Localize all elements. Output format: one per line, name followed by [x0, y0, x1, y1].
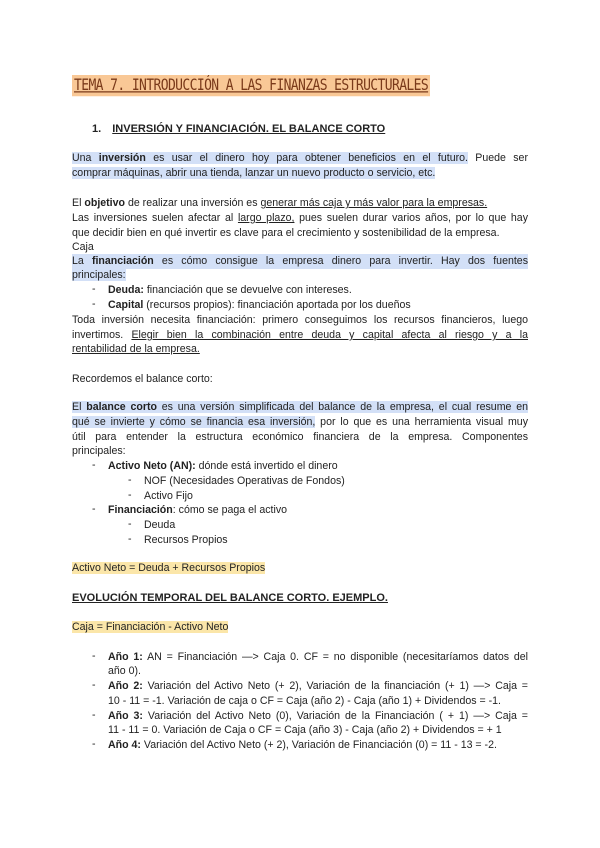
- paragraph-objetivo-line4: Caja: [72, 241, 94, 253]
- paragraph-objetivo-line3: que decidir bien en qué invertir es clave para el crecimiento y sostenibilidad de la empresa.: [72, 227, 500, 239]
- year-label: Año 2:: [108, 680, 143, 692]
- text: pues suelen durar varios años, por lo que hay: [294, 212, 528, 224]
- bullet-capital: [108, 298, 411, 313]
- term-financiacion: Financiación: [108, 504, 173, 516]
- text: de realizar una inversión es: [125, 197, 261, 209]
- bullet-dash: -: [92, 283, 96, 295]
- paragraph-financiacion: [72, 254, 528, 269]
- section-1-heading: [92, 122, 512, 137]
- paragraph-balance-corto: [72, 400, 528, 415]
- text: La: [72, 255, 92, 267]
- text: : cómo se paga el activo: [172, 504, 288, 516]
- bullet-year-2-line2: 10 - 11 = -1. Variación de caja o CF = Caja (año 2) - Caja (año 1) + Dividendos = -1.: [108, 695, 501, 707]
- text: por lo que es una herramienta visual muy: [315, 416, 528, 428]
- paragraph-inversion: [72, 151, 528, 166]
- paragraph-objetivo: [72, 196, 528, 211]
- bullet-year-1: [108, 650, 528, 665]
- bullet-year-1-line2: año 0).: [108, 665, 141, 677]
- paragraph-balance-corto-line4: principales:: [72, 445, 126, 457]
- text: dónde está invertido el dinero: [195, 460, 338, 472]
- paragraph-financiacion-line3: Toda inversión necesita financiación: primero conseguimos los recursos financieros, luego: [72, 314, 528, 326]
- underlined-text: largo plazo,: [237, 212, 295, 224]
- underlined-text: generar más caja y más valor para la empresas.: [260, 197, 488, 209]
- text: El: [72, 197, 85, 209]
- text: Variación del Activo Neto (+ 2), Variación de la financiación (+ 1) —> Caja =: [142, 680, 528, 692]
- text: El: [72, 401, 87, 413]
- bullet-activo-neto: [108, 459, 338, 474]
- bullet-year-4: [108, 738, 528, 753]
- bullet-recursos-propios: Recursos Propios: [144, 534, 228, 546]
- bullet-year-3: [108, 709, 528, 724]
- bullet-dash: -: [92, 459, 96, 471]
- term-financiacion: financiación: [91, 255, 154, 267]
- bullet-year-2: [108, 679, 528, 694]
- section-title: EVOLUCIÓN TEMPORAL DEL BALANCE CORTO. EJEMPLO.: [72, 592, 388, 604]
- bullet-dash: -: [92, 298, 96, 310]
- text: Variación del Activo Neto (0), Variación de la Financiación ( + 1) —> Caja =: [142, 710, 528, 722]
- paragraph-financiacion-line5: [72, 342, 528, 357]
- text: Caja = Financiación - Activo Neto: [72, 621, 229, 633]
- text: invertimos.: [72, 329, 132, 341]
- text: Las inversiones suelen afectar al: [72, 212, 238, 224]
- paragraph-financiacion-line4: [72, 328, 528, 343]
- bullet-dash: -: [92, 650, 96, 662]
- paragraph-inversion-line2: [72, 166, 528, 181]
- bullet-dash: -: [92, 738, 96, 750]
- bullet-dash: -: [128, 489, 132, 501]
- paragraph-recordemos: Recordemos el balance corto:: [72, 373, 213, 385]
- bullet-dash: -: [128, 518, 132, 530]
- bullet-activo-fijo: Activo Fijo: [144, 490, 193, 502]
- text: Activo Neto = Deuda + Recursos Propios: [72, 562, 266, 574]
- paragraph-financiacion-line2: [72, 268, 528, 283]
- underlined-text: Elegir bien la combinación entre deuda y capital afecta al riesgo y a la: [131, 329, 528, 341]
- term-inversion: inversión: [98, 152, 146, 164]
- text: es usar el dinero hoy para obtener beneficios en el futuro.: [145, 152, 468, 164]
- section-2-heading: [72, 591, 528, 606]
- text: es cómo consigue la empresa dinero para invertir. Hay dos fuentes: [153, 255, 528, 267]
- text: (recursos propios): financiación aportada por los dueños: [143, 299, 411, 311]
- bullet-dash: -: [92, 679, 96, 691]
- paragraph-balance-corto-line2: [72, 415, 528, 430]
- text: comprar máquinas, abrir una tienda, lanzar un nuevo producto o servicio, etc.: [72, 167, 436, 179]
- bullet-nof: NOF (Necesidades Operativas de Fondos): [144, 475, 345, 487]
- text: Variación del Activo Neto (+ 2), Variación de Financiación (0) = 11 - 13 = -2.: [140, 739, 497, 751]
- formula-activo-neto: [72, 561, 528, 576]
- text: financiación que se devuelve con intereses.: [143, 284, 352, 296]
- term-balance-corto: balance corto: [86, 401, 157, 413]
- term-deuda: Deuda:: [108, 284, 144, 296]
- bullet-deuda-sub: Deuda: [144, 519, 176, 531]
- formula-caja: [72, 620, 528, 635]
- paragraph-objetivo-line2: [72, 211, 528, 226]
- year-label: Año 3:: [108, 710, 143, 722]
- text: es una versión simplificada del balance de la empresa, el cual resume en: [156, 401, 528, 413]
- text: AN = Financiación —> Caja 0. CF = no disponible (necesitaríamos datos del: [142, 651, 528, 663]
- bullet-year-3-line2: 11 - 11 = 0. Variación de Caja o CF = Caja (año 3) - Caja (año 2) + Dividendos = + 1: [108, 724, 502, 736]
- bullet-dash: -: [92, 503, 96, 515]
- text: principales:: [72, 269, 126, 281]
- term-capital: Capital: [108, 299, 144, 311]
- paragraph-balance-corto-line3: útil para entender la estructura económico financiera de la empresa. Componentes: [72, 431, 528, 443]
- bullet-dash: -: [128, 533, 132, 545]
- year-label: Año 4:: [108, 739, 141, 751]
- underlined-text: rentabilidad de la empresa.: [72, 343, 200, 355]
- page-title: TEMA 7. INTRODUCCIÓN A LAS FINANZAS ESTRUCTURALES: [74, 76, 429, 95]
- bullet-dash: -: [128, 474, 132, 486]
- term-activo-neto: Activo Neto (AN):: [108, 460, 196, 472]
- bullet-dash: -: [92, 709, 96, 721]
- section-number: 1.: [92, 123, 102, 135]
- bullet-deuda: [108, 283, 352, 298]
- text: qué se invierte y cómo se financia esa inversión,: [72, 416, 316, 428]
- text: Una: [72, 152, 99, 164]
- section-title: INVERSIÓN Y FINANCIACIÓN. EL BALANCE CORTO: [112, 123, 386, 135]
- term-objetivo: objetivo: [84, 197, 125, 209]
- year-label: Año 1:: [108, 651, 143, 663]
- text: Puede ser: [467, 152, 528, 164]
- bullet-financiacion: [108, 503, 287, 518]
